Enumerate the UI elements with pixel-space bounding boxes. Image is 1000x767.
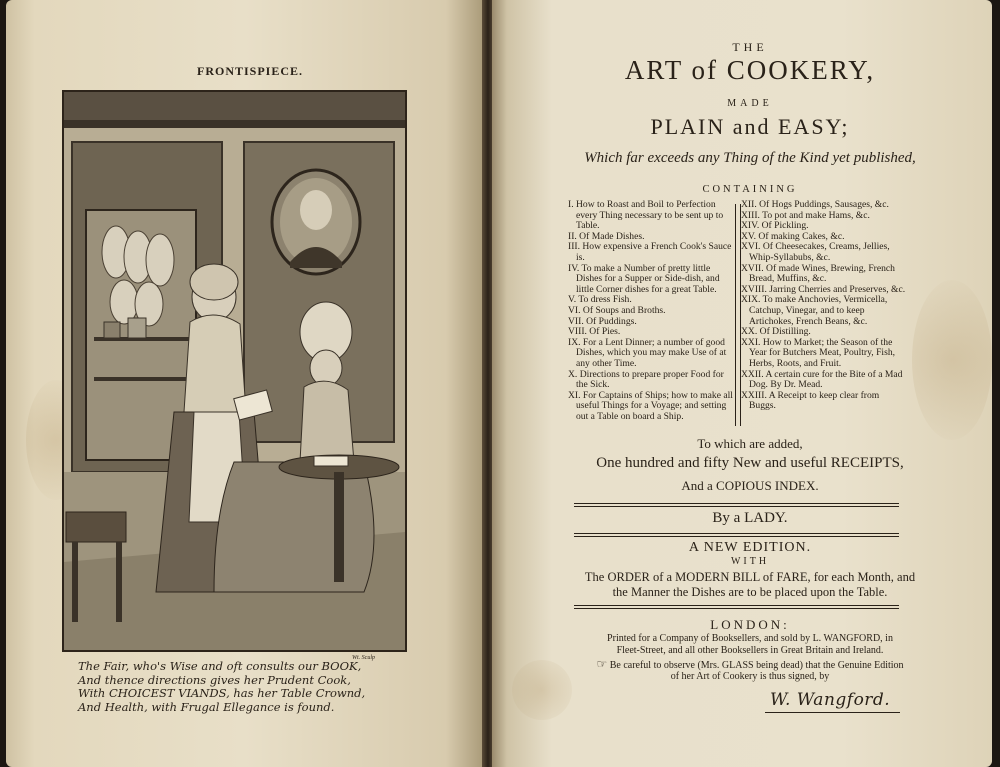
receipts-line: One hundred and fifty New and useful RECEIPTS, [596,455,904,471]
imprint-london: LONDON: [710,617,790,632]
signature: W. Wangford. [770,690,891,710]
contents-item: XIII. To pot and make Hams, &c. [741,209,870,221]
contents-right-column [741,200,906,412]
subtitle-which: Which far exceeds any Thing of the Kind yet published, [584,150,916,166]
contents-item: XIV. Of Pickling. [741,220,809,232]
imprint-line: Be careful to observe (Mrs. GLASS being dead) that the Genuine Edition [609,660,904,671]
bill-of-fare-line: The ORDER of a MODERN BILL of FARE, for each Month, and [584,570,916,584]
paper-stain [912,280,992,440]
caption-line: With CHOICEST VIANDS, has her Table Crownd, [78,686,366,700]
contents-item: XVIII. Jarring Cherries and Preserves, &c. [741,283,906,295]
frontispiece-caption [78,660,378,714]
engraving-illustration [64,92,405,650]
imprint-line: Printed for a Company of Booksellers, and sold by L. WANGFORD, in [607,633,893,644]
double-rule [574,605,899,609]
signature-underline [765,712,900,713]
contents-item: VII. Of Puddings. [568,315,637,327]
double-rule [574,503,899,507]
edition-line: A NEW EDITION. [688,540,812,555]
engraver-signature: Wt. Sculp [352,655,375,661]
frontispiece-heading: FRONTISPIECE. [196,64,304,78]
imprint-line: Fleet-Street, and all other Booksellers in Great Britain and Ireland. [616,645,884,656]
title-the: THE [732,40,768,54]
contents-item: II. Of Made Dishes. [568,230,645,242]
caption-line: The Fair, who's Wise and oft consults our BOOK, [78,659,362,673]
with-line: WITH [730,556,770,567]
title-made: MADE [727,98,773,109]
contents-item: IX. For a Lent Dinner; a number of good Dishes, which you may make Use of at any other Time. [568,336,727,369]
containing-heading: CONTAINING [702,184,798,195]
contents-item: XII. Of Hogs Puddings, Sausages, &c. [741,199,889,210]
caption-line: And thence directions gives her Prudent Cook, [78,672,351,687]
contents-item: VIII. Of Pies. [568,326,621,338]
contents-item: XXI. How to Market; the Season of the Year for Butchers Meat, Poultry, Fish, Herbs, Roots, and Fruit. [741,336,896,369]
contents-item: X. Directions to prepare proper Food for the Sick. [568,368,724,391]
contents-item: XX. Of Distilling. [741,326,811,338]
imprint-line: of her Art of Cookery is thus signed, by [670,671,830,682]
contents-left-column [568,200,733,422]
contents-item: V. To dress Fish. [568,294,632,306]
frontispiece-engraving [62,90,407,652]
contents-item: XIX. To make Anchovies, Vermicella, Catchup, Vinegar, and to keep Artichokes, French Beans, &c. [741,294,888,327]
index-line: And a COPIOUS INDEX. [681,478,819,493]
double-rule [574,533,899,537]
main-title: ART of COOKERY, [624,55,876,85]
imprint-notice [560,659,940,672]
contents-item: VI. Of Soups and Broths. [568,304,666,316]
author-line: By a LADY. [712,510,788,526]
caption-line: And Health, with Frugal Ellegance is found. [78,699,335,714]
contents-item: III. How expensive a French Cook's Sauce is. [568,241,732,263]
contents-item: XV. Of making Cakes, &c. [741,230,845,242]
contents-item: I. How to Roast and Boil to Perfection every Thing necessary to be sent up to Table. [568,199,724,232]
contents-item: XXII. A certain cure for the Bite of a Mad Dog. By Dr. Mead. [741,368,903,391]
contents-item: IV. To make a Number of pretty little Dishes for a Supper or Side-dish, and little Corner dishes for a great Table. [568,262,720,295]
contents-item: XI. For Captains of Ships; how to make all useful Things for a Voyage; and setting out a Table on board a Ship. [568,389,733,422]
manner-line: the Manner the Dishes are to be placed upon the Table. [612,585,888,599]
title-plain-easy: PLAIN and EASY; [650,114,850,139]
pointing-hand-icon: ☞ [596,657,608,671]
contents-item: XVII. Of made Wines, Brewing, French Bread, Muffins, &c. [741,262,895,285]
to-which-added: To which are added, [697,436,803,451]
contents-item: XXIII. A Receipt to keep clear from Buggs. [741,389,880,412]
contents-item: XVI. Of Cheesecakes, Creams, Jellies, Whip-Syllabubs, &c. [741,241,890,263]
